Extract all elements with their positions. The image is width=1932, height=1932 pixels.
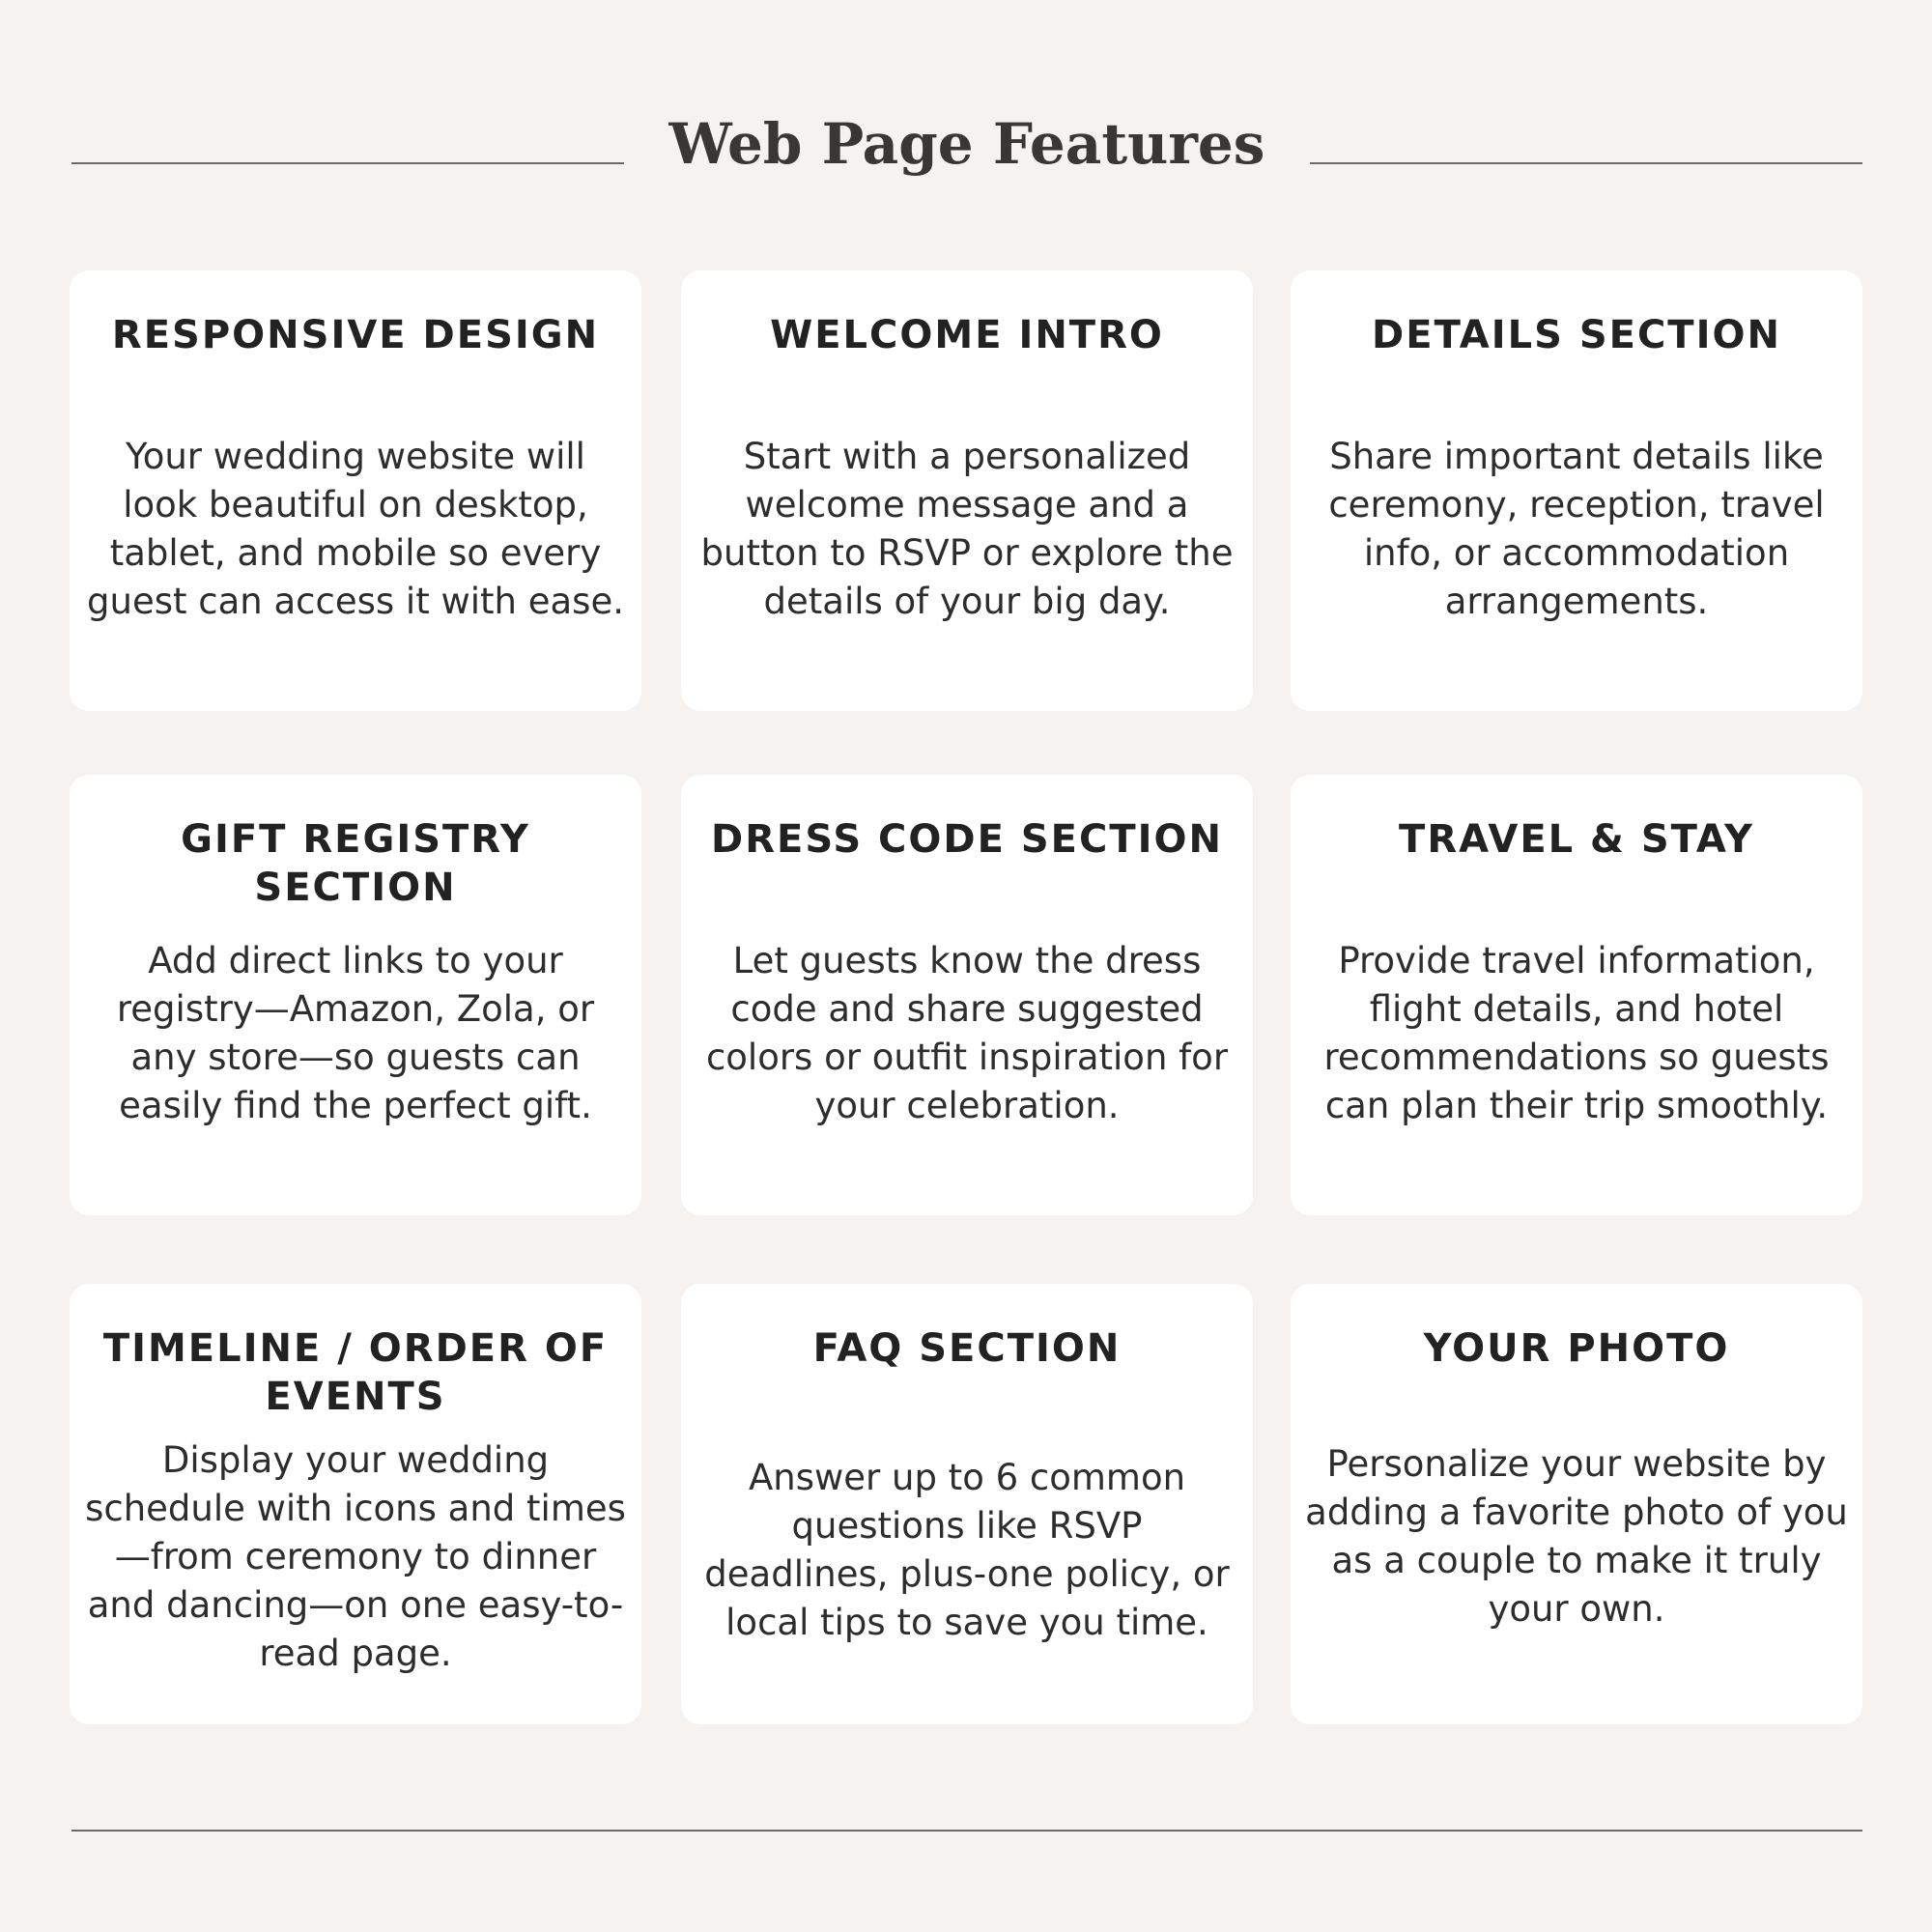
feature-card-description: Start with a personalized welcome message and a button to RSVP or explore the details of your big day. <box>700 436 1234 622</box>
feature-card-your-photo <box>1291 1284 1862 1724</box>
feature-card-title: TRAVEL & STAY <box>1399 817 1754 862</box>
feature-card-details-section <box>1291 270 1862 711</box>
feature-card-dress-code <box>681 775 1253 1215</box>
feature-card-description: Personalize your website by adding a favorite photo of you as a couple to make it truly your own. <box>1305 1443 1848 1630</box>
feature-card-description: Your wedding website will look beautiful on desktop, tablet, and mobile so every guest can access it with ease. <box>87 436 624 622</box>
header-divider-left <box>71 162 624 164</box>
feature-card-title: DRESS CODE SECTION <box>710 817 1224 862</box>
page-title: Web Page Features <box>668 111 1265 177</box>
footer-divider <box>71 1830 1862 1832</box>
feature-card-title: FAQ SECTION <box>812 1326 1122 1371</box>
feature-card-title: DETAILS SECTION <box>1372 313 1781 357</box>
feature-card-title: YOUR PHOTO <box>1423 1326 1730 1371</box>
feature-card-timeline <box>70 1284 641 1724</box>
feature-card-description: Share important details like ceremony, reception, travel info, or accommodation arrangements. <box>1328 436 1825 622</box>
feature-card-title: WELCOME INTRO <box>770 313 1164 357</box>
feature-card-gift-registry <box>70 775 641 1215</box>
feature-card-description: Let guests know the dress code and share suggested colors or outfit inspiration for your celebration. <box>705 940 1229 1126</box>
feature-card-welcome-intro <box>681 270 1253 711</box>
feature-card-faq <box>681 1284 1253 1724</box>
feature-card-responsive-design <box>70 270 641 711</box>
feature-card-travel-stay <box>1291 775 1862 1215</box>
header-divider-right <box>1310 162 1862 164</box>
feature-card-title: GIFT REGISTRY SECTION <box>181 817 530 910</box>
feature-card-description: Provide travel information, flight details, and hotel recommendations so guests can plan their trip smoothly. <box>1323 940 1830 1126</box>
feature-card-description: Answer up to 6 common questions like RSVP deadlines, plus-one policy, or local tips to save you time. <box>704 1457 1230 1643</box>
feature-card-description: Add direct links to your registry—Amazon, Zola, or any store—so guests can easily find the perfect gift. <box>116 940 595 1126</box>
feature-card-description: Display your wedding schedule with icons and times—from ceremony to dinner and dancing—on one easy-to-read page. <box>85 1439 626 1674</box>
feature-card-title: RESPONSIVE DESIGN <box>111 313 600 357</box>
feature-card-title: TIMELINE / ORDER OF EVENTS <box>102 1326 609 1419</box>
